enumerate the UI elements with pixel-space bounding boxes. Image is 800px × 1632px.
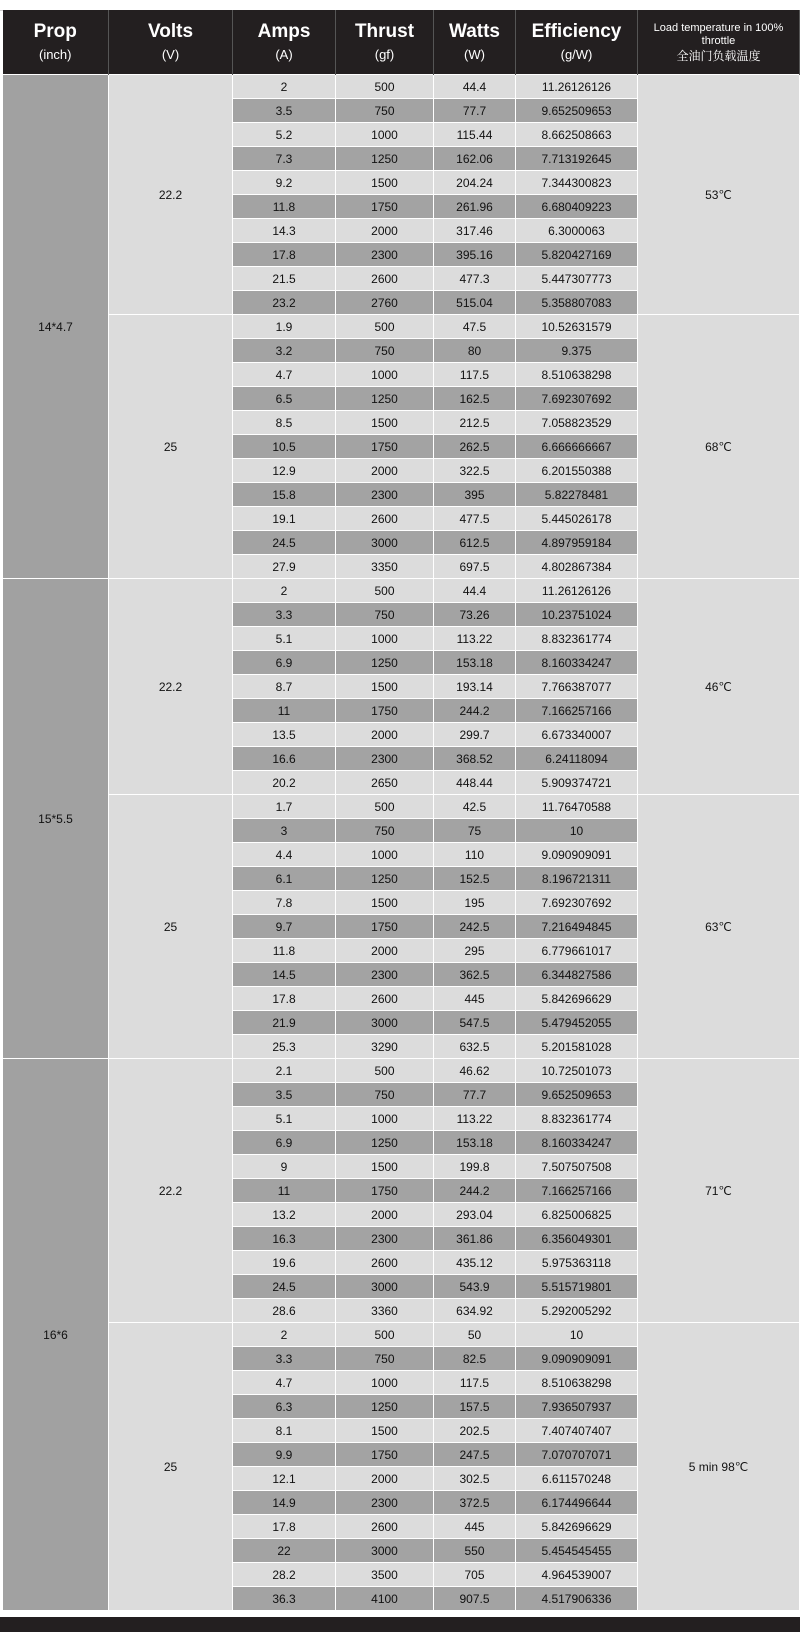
thrust-cell: 2300 [336,483,434,507]
efficiency-cell: 7.507507508 [516,1155,638,1179]
amps-cell: 8.7 [233,675,336,699]
efficiency-cell: 7.166257166 [516,1179,638,1203]
efficiency-cell: 7.936507937 [516,1395,638,1419]
amps-cell: 2 [233,75,336,99]
amps-cell: 6.5 [233,387,336,411]
watts-cell: 907.5 [434,1587,516,1611]
efficiency-cell: 7.216494845 [516,915,638,939]
thrust-cell: 750 [336,339,434,363]
amps-cell: 15.8 [233,483,336,507]
thrust-cell: 1000 [336,843,434,867]
watts-cell: 113.22 [434,627,516,651]
efficiency-cell: 7.713192645 [516,147,638,171]
efficiency-cell: 10.52631579 [516,315,638,339]
amps-cell: 28.6 [233,1299,336,1323]
amps-cell: 22 [233,1539,336,1563]
efficiency-cell: 8.196721311 [516,867,638,891]
efficiency-cell: 8.160334247 [516,1131,638,1155]
amps-cell: 16.3 [233,1227,336,1251]
watts-cell: 477.5 [434,507,516,531]
table-row [3,75,800,99]
thrust-cell: 1750 [336,699,434,723]
watts-cell: 75 [434,819,516,843]
watts-cell: 247.5 [434,1443,516,1467]
efficiency-cell: 4.802867384 [516,555,638,579]
amps-cell: 6.1 [233,867,336,891]
thrust-cell: 500 [336,579,434,603]
thrust-cell: 2000 [336,939,434,963]
thrust-table [2,10,800,1611]
efficiency-cell: 6.3000063 [516,219,638,243]
thrust-cell: 1750 [336,435,434,459]
watts-cell: 448.44 [434,771,516,795]
thrust-cell: 3360 [336,1299,434,1323]
efficiency-cell: 5.842696629 [516,987,638,1011]
table-row [3,1059,800,1083]
watts-cell: 362.5 [434,963,516,987]
efficiency-cell: 8.662508663 [516,123,638,147]
watts-cell: 697.5 [434,555,516,579]
efficiency-cell: 5.292005292 [516,1299,638,1323]
thrust-cell: 1500 [336,171,434,195]
voltage-cell: 25 [109,1323,233,1611]
amps-cell: 17.8 [233,243,336,267]
efficiency-cell: 6.666666667 [516,435,638,459]
prop-size-cell: 16*6 [3,1059,109,1611]
prop-size-cell: 15*5.5 [3,579,109,1059]
watts-cell: 73.26 [434,603,516,627]
voltage-cell: 22.2 [109,579,233,795]
header-volts: Volts (V) [109,10,233,75]
thrust-cell: 2600 [336,1515,434,1539]
amps-cell: 19.6 [233,1251,336,1275]
thrust-cell: 1750 [336,1179,434,1203]
amps-cell: 14.5 [233,963,336,987]
amps-cell: 14.3 [233,219,336,243]
thrust-cell: 1750 [336,1443,434,1467]
watts-cell: 77.7 [434,1083,516,1107]
thrust-cell: 2600 [336,987,434,1011]
thrust-cell: 750 [336,1083,434,1107]
amps-cell: 1.7 [233,795,336,819]
prop-size-cell: 14*4.7 [3,75,109,579]
efficiency-cell: 9.652509653 [516,1083,638,1107]
watts-cell: 612.5 [434,531,516,555]
header-row [3,10,800,75]
efficiency-cell: 10.23751024 [516,603,638,627]
efficiency-cell: 4.964539007 [516,1563,638,1587]
thrust-cell: 1500 [336,411,434,435]
watts-cell: 705 [434,1563,516,1587]
amps-cell: 11 [233,1179,336,1203]
amps-cell: 25.3 [233,1035,336,1059]
amps-cell: 23.2 [233,291,336,315]
amps-cell: 2.1 [233,1059,336,1083]
watts-cell: 204.24 [434,171,516,195]
efficiency-cell: 5.358807083 [516,291,638,315]
thrust-cell: 3000 [336,1539,434,1563]
watts-cell: 361.86 [434,1227,516,1251]
thrust-cell: 1000 [336,123,434,147]
load-temperature-cell: 46℃ [638,579,800,795]
amps-cell: 11.8 [233,195,336,219]
amps-cell: 9.7 [233,915,336,939]
thrust-cell: 3350 [336,555,434,579]
watts-cell: 395 [434,483,516,507]
header-prop: Prop (inch) [3,10,109,75]
thrust-cell: 1250 [336,147,434,171]
efficiency-cell: 6.24118094 [516,747,638,771]
amps-cell: 3.3 [233,1347,336,1371]
load-temperature-cell: 71℃ [638,1059,800,1323]
amps-cell: 9.9 [233,1443,336,1467]
amps-cell: 36.3 [233,1587,336,1611]
watts-cell: 117.5 [434,363,516,387]
thrust-cell: 500 [336,1323,434,1347]
efficiency-cell: 8.510638298 [516,1371,638,1395]
efficiency-cell: 7.058823529 [516,411,638,435]
thrust-cell: 4100 [336,1587,434,1611]
load-temperature-cell: 63℃ [638,795,800,1059]
thrust-cell: 2300 [336,243,434,267]
watts-cell: 634.92 [434,1299,516,1323]
efficiency-cell: 5.479452055 [516,1011,638,1035]
thrust-cell: 1250 [336,387,434,411]
watts-cell: 162.06 [434,147,516,171]
watts-cell: 547.5 [434,1011,516,1035]
thrust-cell: 750 [336,1347,434,1371]
watts-cell: 395.16 [434,243,516,267]
amps-cell: 3.2 [233,339,336,363]
table-body [3,75,800,1611]
thrust-cell: 2760 [336,291,434,315]
amps-cell: 8.5 [233,411,336,435]
efficiency-cell: 7.344300823 [516,171,638,195]
thrust-cell: 2000 [336,1203,434,1227]
efficiency-cell: 6.673340007 [516,723,638,747]
watts-cell: 242.5 [434,915,516,939]
amps-cell: 7.3 [233,147,336,171]
watts-cell: 44.4 [434,579,516,603]
thrust-cell: 1500 [336,675,434,699]
table-row [3,579,800,603]
header-load-temperature: Load temperature in 100% throttle 全油门负载温度 [638,10,800,75]
thrust-cell: 1250 [336,1131,434,1155]
amps-cell: 5.1 [233,627,336,651]
watts-cell: 157.5 [434,1395,516,1419]
watts-cell: 47.5 [434,315,516,339]
amps-cell: 6.3 [233,1395,336,1419]
watts-cell: 244.2 [434,1179,516,1203]
amps-cell: 11.8 [233,939,336,963]
efficiency-cell: 7.766387077 [516,675,638,699]
watts-cell: 77.7 [434,99,516,123]
amps-cell: 4.4 [233,843,336,867]
watts-cell: 153.18 [434,651,516,675]
thrust-cell: 2000 [336,723,434,747]
watts-cell: 195 [434,891,516,915]
watts-cell: 202.5 [434,1419,516,1443]
watts-cell: 50 [434,1323,516,1347]
thrust-cell: 500 [336,1059,434,1083]
amps-cell: 17.8 [233,987,336,1011]
thrust-cell: 1750 [336,915,434,939]
amps-cell: 5.2 [233,123,336,147]
amps-cell: 10.5 [233,435,336,459]
watts-cell: 44.4 [434,75,516,99]
efficiency-cell: 5.515719801 [516,1275,638,1299]
thrust-cell: 2000 [336,1467,434,1491]
efficiency-cell: 7.692307692 [516,387,638,411]
watts-cell: 295 [434,939,516,963]
watts-cell: 477.3 [434,267,516,291]
amps-cell: 4.7 [233,1371,336,1395]
efficiency-cell: 10 [516,1323,638,1347]
amps-cell: 17.8 [233,1515,336,1539]
thrust-cell: 3000 [336,1275,434,1299]
voltage-cell: 22.2 [109,75,233,315]
thrust-cell: 1000 [336,1371,434,1395]
efficiency-cell: 6.611570248 [516,1467,638,1491]
amps-cell: 16.6 [233,747,336,771]
efficiency-cell: 5.82278481 [516,483,638,507]
efficiency-cell: 5.454545455 [516,1539,638,1563]
thrust-cell: 750 [336,99,434,123]
watts-cell: 261.96 [434,195,516,219]
efficiency-cell: 7.166257166 [516,699,638,723]
efficiency-cell: 10 [516,819,638,843]
watts-cell: 302.5 [434,1467,516,1491]
watts-cell: 322.5 [434,459,516,483]
thrust-cell: 2600 [336,507,434,531]
amps-cell: 12.9 [233,459,336,483]
efficiency-cell: 8.160334247 [516,651,638,675]
amps-cell: 13.5 [233,723,336,747]
thrust-cell: 2000 [336,459,434,483]
amps-cell: 9 [233,1155,336,1179]
thrust-cell: 500 [336,315,434,339]
watts-cell: 212.5 [434,411,516,435]
watts-cell: 244.2 [434,699,516,723]
efficiency-cell: 5.445026178 [516,507,638,531]
efficiency-cell: 11.26126126 [516,75,638,99]
watts-cell: 317.46 [434,219,516,243]
thrust-cell: 2000 [336,219,434,243]
header-amps: Amps (A) [233,10,336,75]
watts-cell: 550 [434,1539,516,1563]
watts-cell: 113.22 [434,1107,516,1131]
amps-cell: 13.2 [233,1203,336,1227]
voltage-cell: 22.2 [109,1059,233,1323]
amps-cell: 14.9 [233,1491,336,1515]
watts-cell: 152.5 [434,867,516,891]
header-watts: Watts (W) [434,10,516,75]
thrust-cell: 750 [336,603,434,627]
amps-cell: 6.9 [233,1131,336,1155]
watts-cell: 80 [434,339,516,363]
thrust-cell: 2600 [336,267,434,291]
thrust-cell: 2600 [336,1251,434,1275]
watts-cell: 515.04 [434,291,516,315]
amps-cell: 3 [233,819,336,843]
efficiency-cell: 6.174496644 [516,1491,638,1515]
efficiency-cell: 8.832361774 [516,627,638,651]
amps-cell: 8.1 [233,1419,336,1443]
amps-cell: 3.5 [233,99,336,123]
amps-cell: 2 [233,579,336,603]
thrust-cell: 3500 [336,1563,434,1587]
efficiency-cell: 7.407407407 [516,1419,638,1443]
amps-cell: 21.9 [233,1011,336,1035]
watts-cell: 162.5 [434,387,516,411]
amps-cell: 21.5 [233,267,336,291]
efficiency-cell: 11.26126126 [516,579,638,603]
watts-cell: 110 [434,843,516,867]
voltage-cell: 25 [109,795,233,1059]
thrust-cell: 1000 [336,627,434,651]
thrust-cell: 2300 [336,963,434,987]
watts-cell: 115.44 [434,123,516,147]
watts-cell: 199.8 [434,1155,516,1179]
thrust-cell: 3290 [336,1035,434,1059]
efficiency-cell: 9.090909091 [516,843,638,867]
thrust-cell: 2300 [336,747,434,771]
amps-cell: 4.7 [233,363,336,387]
efficiency-cell: 4.517906336 [516,1587,638,1611]
amps-cell: 27.9 [233,555,336,579]
thrust-cell: 2300 [336,1227,434,1251]
efficiency-cell: 7.070707071 [516,1443,638,1467]
thrust-cell: 1750 [336,195,434,219]
efficiency-cell: 5.909374721 [516,771,638,795]
watts-cell: 435.12 [434,1251,516,1275]
bottom-bar [0,1617,800,1632]
watts-cell: 299.7 [434,723,516,747]
thrust-cell: 1000 [336,363,434,387]
efficiency-cell: 8.510638298 [516,363,638,387]
watts-cell: 372.5 [434,1491,516,1515]
efficiency-cell: 6.356049301 [516,1227,638,1251]
amps-cell: 24.5 [233,1275,336,1299]
watts-cell: 445 [434,987,516,1011]
thrust-cell: 2300 [336,1491,434,1515]
efficiency-cell: 5.820427169 [516,243,638,267]
thrust-cell: 1500 [336,891,434,915]
thrust-cell: 3000 [336,1011,434,1035]
efficiency-cell: 5.842696629 [516,1515,638,1539]
thrust-cell: 500 [336,795,434,819]
thrust-cell: 1000 [336,1107,434,1131]
table-row [3,1323,800,1347]
amps-cell: 11 [233,699,336,723]
table-row [3,315,800,339]
watts-cell: 632.5 [434,1035,516,1059]
thrust-cell: 3000 [336,531,434,555]
watts-cell: 153.18 [434,1131,516,1155]
amps-cell: 3.3 [233,603,336,627]
thrust-cell: 1250 [336,651,434,675]
efficiency-cell: 6.680409223 [516,195,638,219]
header-efficiency: Efficiency (g/W) [516,10,638,75]
efficiency-cell: 8.832361774 [516,1107,638,1131]
amps-cell: 2 [233,1323,336,1347]
watts-cell: 82.5 [434,1347,516,1371]
amps-cell: 7.8 [233,891,336,915]
load-temperature-cell: 53℃ [638,75,800,315]
load-temperature-cell: 5 min 98℃ [638,1323,800,1611]
amps-cell: 28.2 [233,1563,336,1587]
thrust-cell: 500 [336,75,434,99]
efficiency-cell: 7.692307692 [516,891,638,915]
efficiency-cell: 5.975363118 [516,1251,638,1275]
voltage-cell: 25 [109,315,233,579]
table-row [3,795,800,819]
efficiency-cell: 6.201550388 [516,459,638,483]
watts-cell: 445 [434,1515,516,1539]
efficiency-cell: 6.344827586 [516,963,638,987]
amps-cell: 24.5 [233,531,336,555]
watts-cell: 193.14 [434,675,516,699]
efficiency-cell: 11.76470588 [516,795,638,819]
efficiency-cell: 9.375 [516,339,638,363]
watts-cell: 117.5 [434,1371,516,1395]
header-thrust: Thrust (gf) [336,10,434,75]
watts-cell: 543.9 [434,1275,516,1299]
watts-cell: 42.5 [434,795,516,819]
watts-cell: 46.62 [434,1059,516,1083]
watts-cell: 368.52 [434,747,516,771]
amps-cell: 3.5 [233,1083,336,1107]
efficiency-cell: 9.652509653 [516,99,638,123]
efficiency-cell: 6.779661017 [516,939,638,963]
efficiency-cell: 5.201581028 [516,1035,638,1059]
efficiency-cell: 6.825006825 [516,1203,638,1227]
amps-cell: 12.1 [233,1467,336,1491]
amps-cell: 20.2 [233,771,336,795]
efficiency-cell: 9.090909091 [516,1347,638,1371]
amps-cell: 1.9 [233,315,336,339]
thrust-cell: 2650 [336,771,434,795]
efficiency-cell: 10.72501073 [516,1059,638,1083]
amps-cell: 5.1 [233,1107,336,1131]
watts-cell: 262.5 [434,435,516,459]
amps-cell: 6.9 [233,651,336,675]
watts-cell: 293.04 [434,1203,516,1227]
thrust-cell: 1500 [336,1419,434,1443]
load-temperature-cell: 68℃ [638,315,800,579]
thrust-cell: 750 [336,819,434,843]
efficiency-cell: 5.447307773 [516,267,638,291]
thrust-cell: 1250 [336,867,434,891]
thrust-cell: 1500 [336,1155,434,1179]
amps-cell: 9.2 [233,171,336,195]
thrust-cell: 1250 [336,1395,434,1419]
efficiency-cell: 4.897959184 [516,531,638,555]
amps-cell: 19.1 [233,507,336,531]
